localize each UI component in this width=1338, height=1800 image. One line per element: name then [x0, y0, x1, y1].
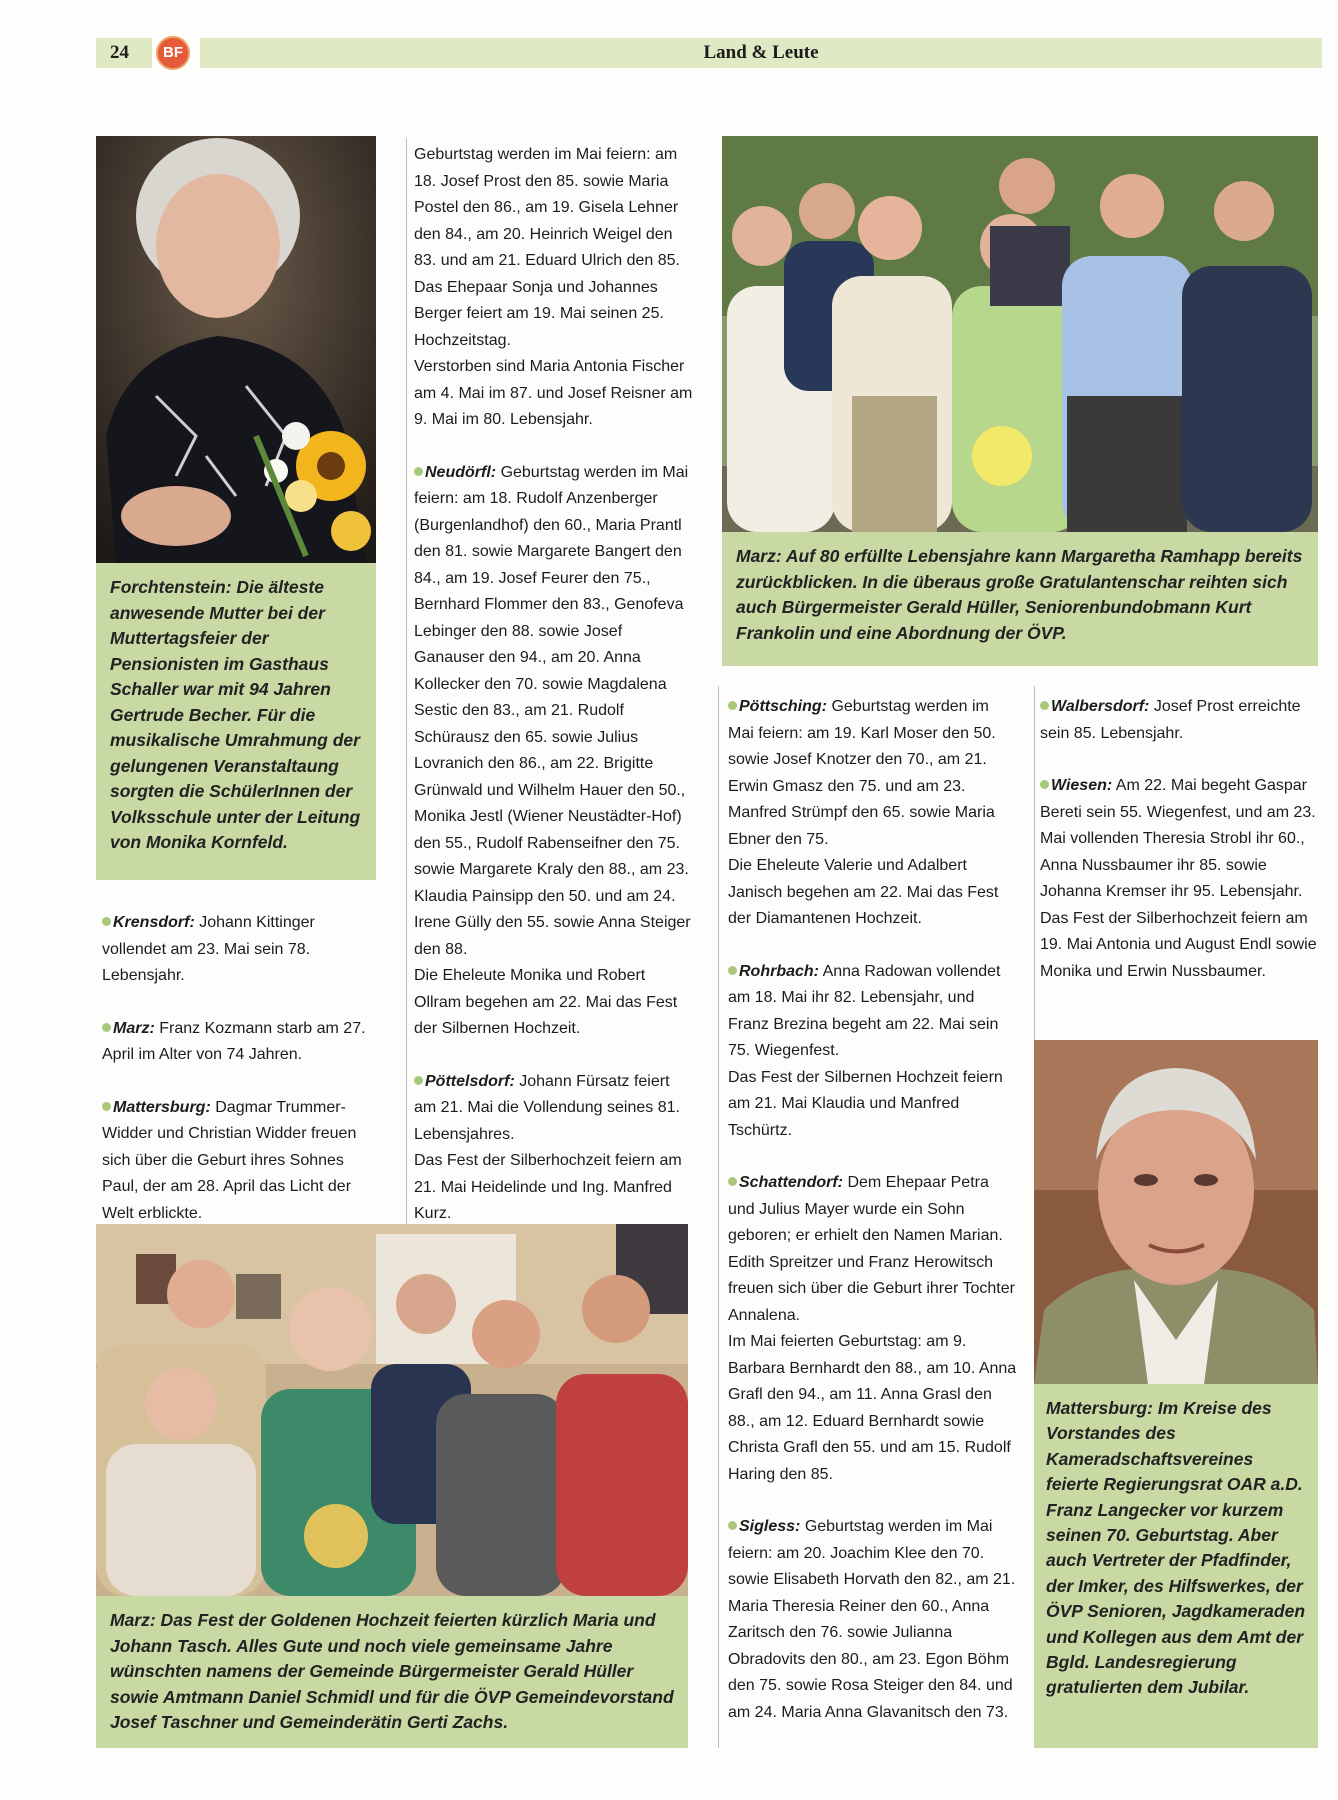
photo-image — [96, 1224, 688, 1596]
photo-golden-wedding-tasch — [96, 1224, 688, 1596]
page-number: 24 — [96, 38, 152, 68]
column-divider — [1034, 686, 1035, 1040]
news-item-rohrbach-wedding: Das Fest der Silbernen Hochzeit feiern am 21. Mai Klaudia und Manfred Tschürtz. — [728, 1068, 1003, 1139]
news-item-poettsching: Pöttsching: Geburtstag werden im Mai feiern: am 19. Karl Moser den 50. sowie Josef Knotzer den 70., am 21. Erwin Gmasz den 75. und am 23. Manfred Strümpf den 65. sowie Maria Ebner den 75. — [728, 698, 996, 848]
news-item-walbersdorf: Walbersdorf: Josef Prost erreichte sein 85. Lebensjahr. — [1040, 698, 1301, 742]
news-item-wiesen-wedding: Das Fest der Silberhochzeit feiern am 19. Mai Antonia und August Endl sowie Monika und Erwin Nussbaumer. — [1040, 909, 1317, 980]
bullet-icon — [728, 1521, 737, 1530]
column-divider — [718, 686, 719, 1748]
photo-image — [1034, 1040, 1318, 1384]
bullet-icon — [728, 1177, 737, 1186]
magazine-logo: BF — [156, 36, 190, 70]
bullet-icon — [728, 966, 737, 975]
column-divider — [406, 138, 407, 1224]
bullet-icon — [414, 467, 423, 476]
section-title: Land & Leute — [200, 38, 1322, 68]
photo-margaretha-ramhapp — [722, 136, 1318, 532]
news-column-1 — [102, 910, 378, 1227]
news-item-marz: Marz: Franz Kozmann starb am 27. April im Alter von 74 Jahren. — [102, 1019, 366, 1063]
photo-gertrude-becher — [96, 136, 376, 563]
caption-mattersburg-langecker: Mattersburg: Im Kreise des Vorstandes des Kameradschaftsvereines feierte Regierungsrat OAR a.D. Franz Langecker vor kurzem seinen 70. Geburtstag. Aber auch Vertreter der Pfadfinder, der Imker, des Hilfswerkes, der ÖVP Senioren, Jagdkameraden und Kollegen aus dem Amt der Bgld. Landesregierung gratulierten dem Jubilar. — [1034, 1384, 1318, 1748]
news-item-krensdorf: Krensdorf: Johann Kittinger vollendet am 23. Mai sein 78. Lebensjahr. — [102, 914, 315, 984]
bullet-icon — [1040, 701, 1049, 710]
news-item-poettelsdorf-wedding: Das Fest der Silberhochzeit feiern am 21. Mai Heidelinde und Ing. Manfred Kurz. — [414, 1152, 682, 1222]
news-item-schattendorf: Schattendorf: Dem Ehepaar Petra und Julius Mayer wurde ein Sohn geboren; er erhielt den Namen Marian. Edith Spreitzer und Franz Herowitsch freuen sich über die Geburt ihrer Tochter Annalena. — [728, 1174, 1015, 1324]
bullet-icon — [414, 1076, 423, 1085]
news-column-4 — [1040, 694, 1318, 985]
news-item-rohrbach: Rohrbach: Anna Radowan vollendet am 18. Mai ihr 82. Lebensjahr, und Franz Brezina begeht am 22. Mai sein 75. Wiegenfest. — [728, 962, 1001, 1059]
bullet-icon — [1040, 780, 1049, 789]
bullet-icon — [102, 1023, 111, 1032]
bullet-icon — [728, 701, 737, 710]
news-item-neudoerfl: Neudörfl: Geburtstag werden im Mai feiern: am 18. Rudolf Anzenberger (Burgenlandhof) den 60., Maria Prantl den 81. sowie Margarete Bangert den 84., am 19. Josef Feurer den 75., Bernhard Flommer den 83., Genofeva Lebinger den 88. sowie Josef Ganauser den 94., am 20. Anna Kollecker den 70. sowie Magdalena Sestic den 83., am 21. Rudolf Schürausz den 65. sowie Julius Lovranich den 86., am 22. Brigitte Grünwald und Wilhelm Hauer den 50., Monika Jestl (Wiener Neustädter-Hof) den 55., Rudolf Rabenseifner den 75. sowie Margarete Kraly den 88., am 23. Klaudia Painsipp den 50. und am 24. Irene Güllу den 55. sowie Anna Steiger den 88. — [414, 463, 691, 958]
news-item-poettelsdorf: Pöttelsdorf: Johann Fürsatz feiert am 21. Mai die Vollendung seines 81. Lebensjahres. — [414, 1072, 680, 1143]
news-item-poettsching-wedding: Die Eheleute Valerie und Adalbert Janisch begehen am 22. Mai das Fest der Diamantenen Hochzeit. — [728, 857, 999, 927]
caption-forchtenstein: Forchtenstein: Die älteste anwesende Mutter bei der Muttertagsfeier der Pensionisten im Gasthaus Schaller war mit 94 Jahren Gertrude Becher. Für die musikalische Umrahmung der gelungenen Veranstaltaung sorgten die SchülerInnen der Volksschule unter der Leitung von Monika Kornfeld. — [96, 563, 376, 880]
news-column-3 — [728, 694, 1018, 1726]
news-item-schattendorf-birthdays: Im Mai feierten Geburtstag: am 9. Barbara Bernhardt den 88., am 10. Anna Grafl den 94., am 11. Anna Grasl den 88., am 12. Eduard Bernhardt sowie Christa Grafl den 55. und am 15. Rudolf Haring den 85. — [728, 1333, 1017, 1483]
news-item-mattersburg: Mattersburg: Dagmar Trummer-Widder und Christian Widder freuen sich über die Geburt ihres Sohnes Paul, der am 28. April das Licht der Welt erblickte. — [102, 1098, 357, 1222]
news-item-wiesen: Wiesen: Am 22. Mai begeht Gaspar Bereti sein 55. Wiegenfest, und am 23. Mai vollenden Theresia Strobl ihr 60., Anna Nussbaumer ihr 85. sowie Johanna Kremser ihr 95. Lebensjahr. — [1040, 777, 1316, 900]
caption-marz-ramhapp: Marz: Auf 80 erfüllte Lebensjahre kann Margaretha Ramhapp bereits zurückblicken. In die überaus große Gratulantenschar reihten sich auch Bürgermeister Gerald Hüller, Seniorenbundobmann Kurt Frankolin und eine Abordnung der ÖVP. — [722, 532, 1318, 666]
bullet-icon — [102, 1102, 111, 1111]
news-column-2 — [414, 142, 694, 1228]
bullet-icon — [102, 917, 111, 926]
news-item-neudoerfl-wedding: Die Eheleute Monika und Robert Ollram begehen am 22. Mai das Fest der Silbernen Hochzeit. — [414, 967, 678, 1037]
photo-image — [722, 136, 1318, 532]
news-item-intro-deaths: Verstorben sind Maria Antonia Fischer am 4. Mai im 87. und Josef Reisner am 9. Mai im 80. Lebensjahr. — [414, 358, 693, 428]
photo-franz-langecker — [1034, 1040, 1318, 1384]
caption-marz-golden-wedding: Marz: Das Fest der Goldenen Hochzeit feierten kürzlich Maria und Johann Tasch. Alles Gute und noch viele gemeinsame Jahre wünschten namens der Gemeinde Bürgermeister Gerald Hüller sowie Amtmann Daniel Schmidl und für die ÖVP Gemeindevorstand Josef Taschner und Gemeinderätin Gerti Zachs. — [96, 1596, 688, 1748]
page-header — [96, 38, 1322, 68]
news-item-intro: Geburtstag werden im Mai feiern: am 18. Josef Prost den 85. sowie Maria Postel den 86., am 19. Gisela Lehner den 84., am 20. Heinrich Weigel den 83. und am 21. Eduard Ulrich den 85. Das Ehepaar Sonja und Johannes Berger feiert am 19. Mai seinen 25. Hochzeitstag. — [414, 146, 680, 349]
photo-image — [96, 136, 376, 563]
news-item-sigless: Sigless: Geburtstag werden im Mai feiern: am 20. Joachim Klee den 70. sowie Elisabeth Horvath den 82., am 21. Maria Theresia Reiner den 60., Anna Zaritsch den 76. sowie Julianna Obradovits den 80., am 23. Egon Böhm den 75. sowie Rosa Steiger den 84. und am 24. Maria Anna Glavanitsch den 73. — [728, 1518, 1016, 1721]
